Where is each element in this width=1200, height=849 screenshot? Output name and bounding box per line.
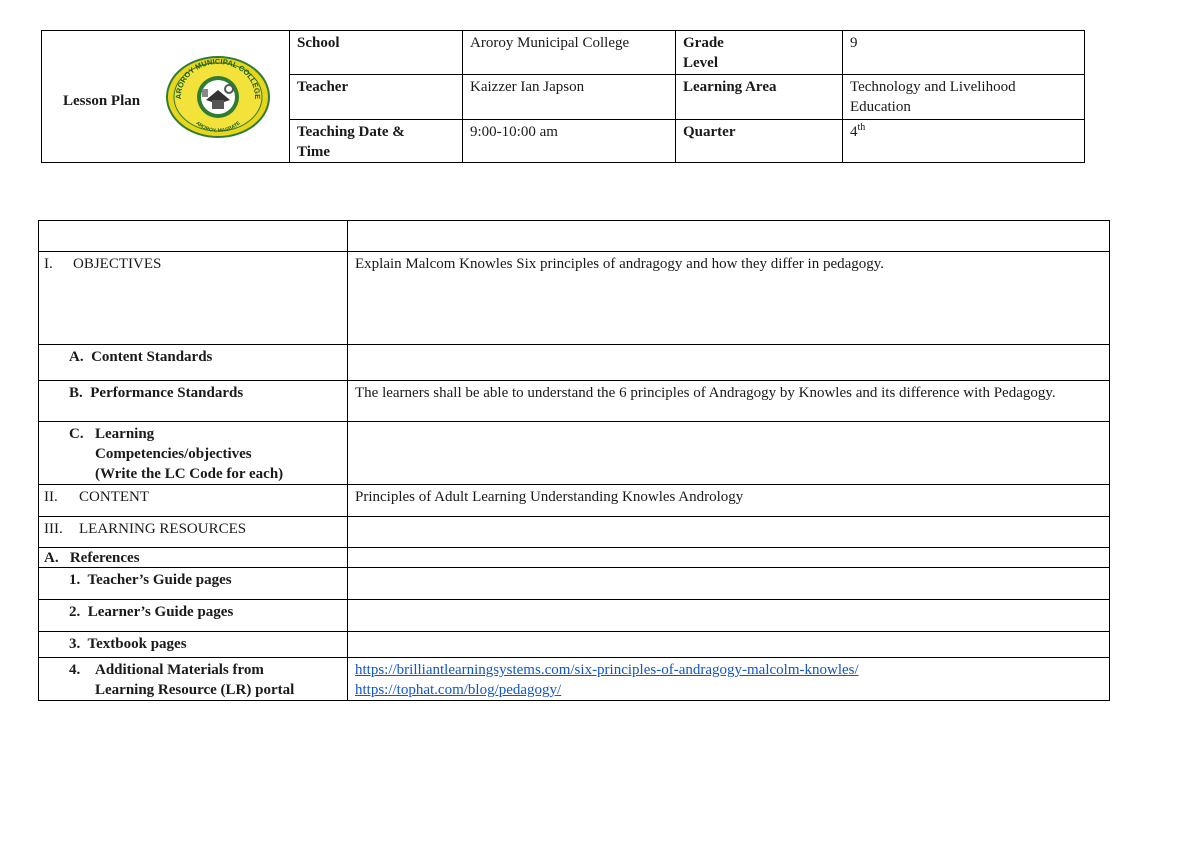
andragogy-link[interactable]: https://brilliantlearningsystems.com/six-principles-of-andragogy-malcolm-knowles/ [355,662,859,678]
teaching-date-value: 9:00-10:00 am [463,120,676,163]
performance-standards-label: B. Performance Standards [39,381,348,422]
learning-competencies-value [348,422,1110,485]
lesson-plan-cell [42,31,290,163]
empty-header-right [348,221,1110,252]
lesson-plan-header [41,30,1085,163]
svg-text:AROROY MUNICIPAL COLLEGE: AROROY MUNICIPAL COLLEGE [173,56,263,100]
learning-resources-value [348,517,1110,548]
textbook-value [348,632,1110,658]
teaching-date-label: Teaching Date & Time [290,120,463,163]
teacher-label: Teacher [290,75,463,120]
lesson-plan-title: Lesson Plan [63,93,141,109]
learning-resources-label: III. LEARNING RESOURCES [39,517,348,548]
content-label: II. CONTENT [39,485,348,517]
performance-standards-value: The learners shall be able to understand the 6 principles of Andragogy by Knowles and its difference with Pedagogy. [348,381,1110,422]
teachers-guide-value [348,568,1110,600]
svg-text:AROROY, MASBATE: AROROY, MASBATE [194,120,242,135]
additional-materials-label: 4. Additional Materials from Learning Resource (LR) portal [39,658,348,701]
content-standards-label: A. Content Standards [39,345,348,381]
references-label: A. References [39,548,348,568]
school-value: Aroroy Municipal College [463,31,676,75]
college-seal-logo [166,56,270,138]
learning-area-value: Technology and Livelihood Education [843,75,1085,120]
empty-header-left [39,221,348,252]
content-standards-value [348,345,1110,381]
objectives-label: I. OBJECTIVES [39,252,348,345]
content-value: Principles of Adult Learning Understanding Knowles Andrology [348,485,1110,517]
objectives-value: Explain Malcom Knowles Six principles of andragogy and how they differ in pedagogy. [348,252,1110,345]
additional-materials-value [348,658,1110,701]
references-value [348,548,1110,568]
learning-competencies-label: C. Learning Competencies/objectives (Write the LC Code for each) [39,422,348,485]
lesson-plan-body [38,220,1110,701]
learners-guide-label: 2. Learner’s Guide pages [39,600,348,632]
grade-label: Grade Level [676,31,843,75]
learning-area-label: Learning Area [676,75,843,120]
grade-value: 9 [843,31,1085,75]
quarter-label: Quarter [676,120,843,163]
pedagogy-link[interactable]: https://tophat.com/blog/pedagogy/ [355,682,562,698]
school-label: School [290,31,463,75]
teacher-value: Kaizzer Ian Japson [463,75,676,120]
teachers-guide-label: 1. Teacher’s Guide pages [39,568,348,600]
textbook-label: 3. Textbook pages [39,632,348,658]
learners-guide-value [348,600,1110,632]
quarter-value: 4th [843,120,1085,163]
